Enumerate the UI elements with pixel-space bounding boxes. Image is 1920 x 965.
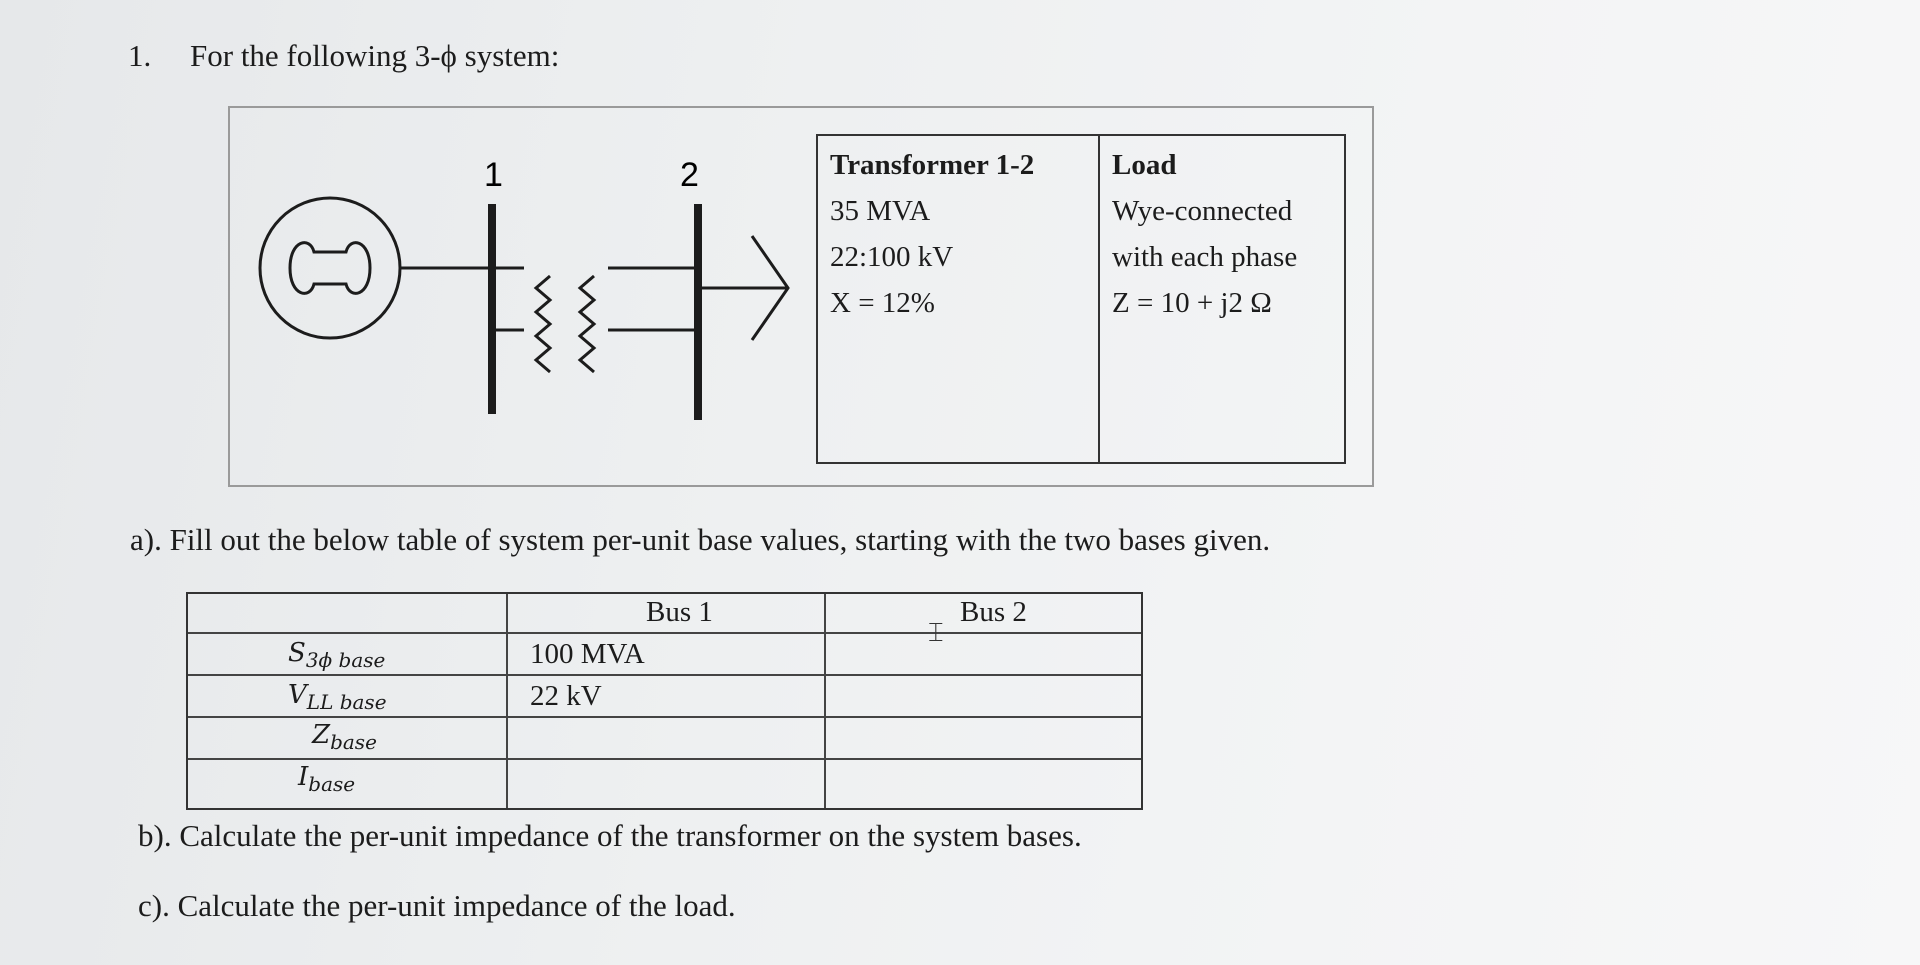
bus1-s-base-value: 100 MVA xyxy=(530,638,645,670)
text-cursor-icon: ⌶ xyxy=(928,618,944,648)
bus-2-label: 2 xyxy=(680,156,699,194)
question-text: For the following 3-ϕ system: xyxy=(190,38,560,73)
transformer-voltage: 22:100 kV xyxy=(830,241,954,273)
row-label-i-base: $I_{base}$ xyxy=(298,762,356,797)
load-impedance: Z = 10 + j2 Ω xyxy=(1112,287,1272,319)
transformer-spec-column xyxy=(818,136,1100,462)
part-a-instruction: a). Fill out the below table of system per-unit base values, starting with the two bases given. xyxy=(130,522,1271,557)
transformer-rating: 35 MVA xyxy=(830,195,931,227)
load-spec-column xyxy=(1100,136,1344,462)
spec-table xyxy=(816,134,1346,464)
load-header: Load xyxy=(1112,149,1177,181)
base-values-table xyxy=(186,592,1143,810)
row-label-s-base: $S_{3\phi base}$ xyxy=(288,638,386,673)
bus-1-label: 1 xyxy=(484,156,503,194)
transformer-icon xyxy=(536,276,594,372)
row-label-z-base: $Z_{base}$ xyxy=(312,720,377,755)
column-divider xyxy=(506,594,508,808)
column-divider xyxy=(824,594,826,808)
question-number: 1. xyxy=(128,38,152,73)
part-b-instruction: b). Calculate the per-unit impedance of the transformer on the system bases. xyxy=(138,818,1082,853)
transformer-header: Transformer 1-2 xyxy=(830,149,1035,181)
load-connection: Wye-connected xyxy=(1112,195,1293,227)
header-bus-2: Bus 2 xyxy=(960,596,1027,628)
one-line-diagram xyxy=(248,140,808,440)
bus1-v-base-value: 22 kV xyxy=(530,680,602,712)
generator-icon xyxy=(260,198,400,338)
part-c-instruction: c). Calculate the per-unit impedance of the load. xyxy=(138,888,736,923)
row-label-v-base: $V_{LL base}$ xyxy=(288,680,387,715)
transformer-reactance: X = 12% xyxy=(830,287,935,319)
header-bus-1: Bus 1 xyxy=(646,596,713,628)
load-phase-note: with each phase xyxy=(1112,241,1298,273)
